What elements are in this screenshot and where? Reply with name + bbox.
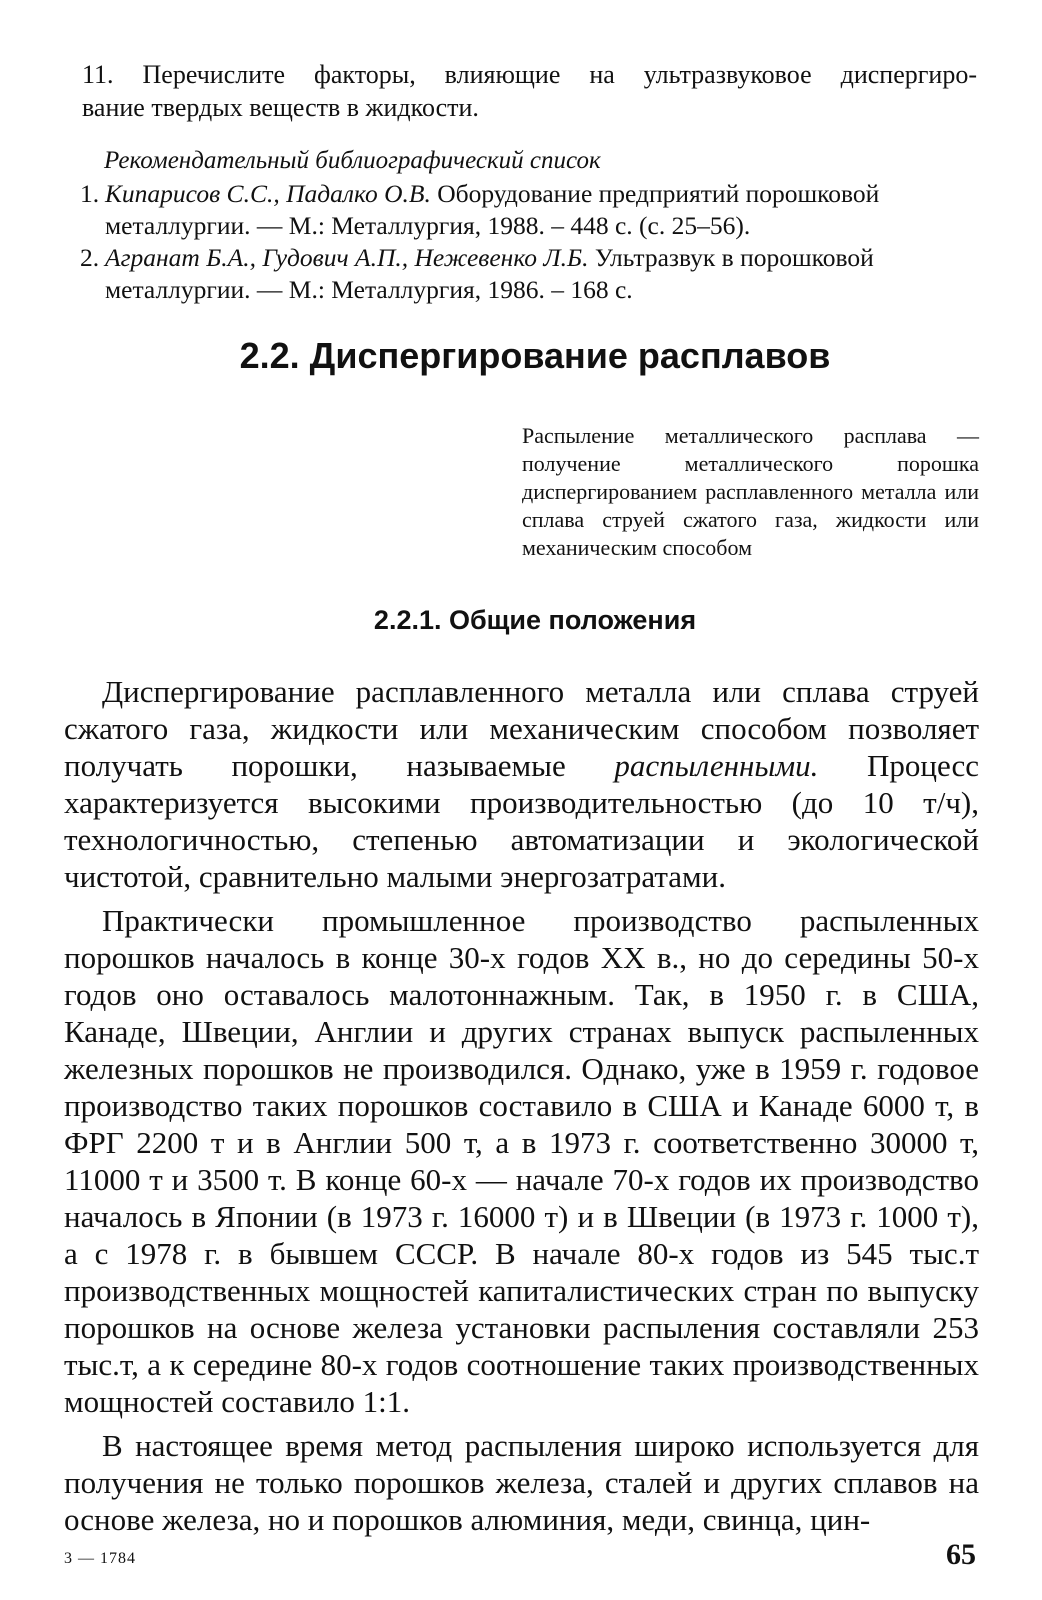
italic-term: распыленными.: [614, 748, 819, 783]
paragraph: [64, 673, 979, 895]
section-title: 2.2. Диспергирование расплавов: [239, 335, 831, 376]
bibliography-item-number: 2.: [80, 243, 100, 272]
page-number: 65: [946, 1538, 976, 1571]
bibliography-list: [80, 178, 980, 306]
bibliography-item-text: Оборудование предприятий порошковой металлургии. — М.: Металлургия, 1988. – 448 с. (с. 25–56).: [105, 179, 880, 240]
body-text: [64, 673, 979, 1545]
subsection-title-wrap: [0, 605, 1042, 636]
bibliography-item-text: Ультразвук в порошковой металлургии. — М.: Металлургия, 1986. – 168 с.: [105, 243, 874, 304]
subsection-title: 2.2.1. Общие положения: [373, 605, 697, 635]
paragraph: В настоящее время метод распыления широко используется для получения не только порошков железа, сталей и других сплавов на основе железа, но и порошков алюминия, меди, свинца, цин-: [64, 1428, 979, 1537]
paragraph-text: Процесс характеризуется высокими производительностью (до 10 т/ч), технологичностью, степенью автоматизации и экологической чистотой, сравнительно малыми энергозатратами.: [64, 748, 979, 894]
bibliography-item-authors: Кипарисов С.С., Падалко О.В.: [105, 179, 431, 208]
printer-signature: 3 — 1784: [64, 1550, 136, 1567]
bibliography-item: [80, 178, 980, 242]
paragraph: Практически промышленное производство распыленных порошков началось в конце 30-х годов XX в., но до середины 50-х годов оно оставалось малотоннажным. Так, в 1950 г. в США, Канаде, Швеции, Англии и других странах выпуск распыленных железных порошков не производился. Однако, уже в 1959 г. годовое производство таких порошков составило в США и Канаде 6000 т, в ФРГ 2200 т и в Англии 500 т, а в 1973 г. соответственно 30000 т, 11000 т и 3500 т. В конце 60-х — начале 70-х годов их производство началось в Японии (в 1973 г. 16000 т) и в Швеции (в 1973 г. 1000 т), а с 1978 г. в бывшем СССР. В начале 80-х годов из 545 тыс.т производственных мощностей капиталистических стран по выпуску порошков на основе железа установки распыления составляли 253 тыс.т, а к середине 80-х годов соотношение таких производственных мощностей составило 1:1.: [64, 903, 979, 1419]
question-line-1: 11. Перечислите факторы, влияющие на ультразвуковое диспергиро-: [82, 60, 977, 89]
bibliography-item-authors: Агранат Б.А., Гудович А.П., Нежевенко Л.Б.: [105, 243, 589, 272]
bibliography-item: [80, 242, 980, 306]
bibliography-item-number: 1.: [80, 179, 100, 208]
section-title-wrap: [0, 335, 1042, 377]
review-question-11: [82, 58, 977, 124]
paragraph-text: Диспергирование расплавленного металла или сплава струей сжатого газа, жидкости или механическим способом позволяет получать порошки, называемые: [64, 674, 979, 783]
question-line-2: вание твердых веществ в жидкости.: [82, 93, 479, 122]
bibliography-heading: Рекомендательный библиографический список: [104, 147, 601, 174]
section-epigraph: Распыление металлического расплава — получение металлического порошка диспергированием расплавленного металла или сплава струей сжатого газа, жидкости или механическим способом: [522, 423, 979, 560]
